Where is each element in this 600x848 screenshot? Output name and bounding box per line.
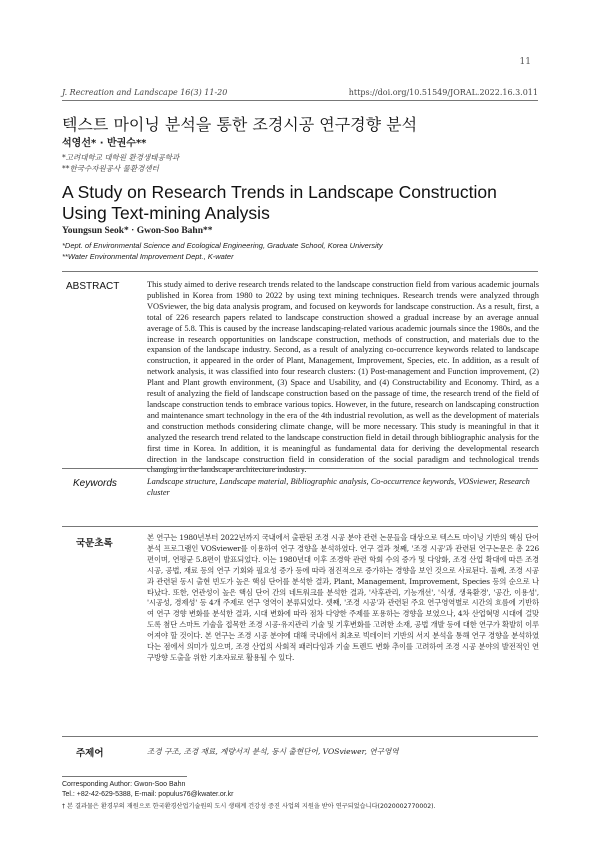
- header-rule: [62, 100, 538, 101]
- doi-link[interactable]: https://doi.org/10.51549/JORAL.2022.16.3.011: [348, 88, 538, 97]
- korean-abstract-text: 본 연구는 1980년부터 2022년까지 국내에서 출판된 조경 시공 분야 관련 논문들을 대상으로 텍스트 마이닝 기반의 핵심 단어 분석 프로그램인 VOSviewer를 이용하여 연구 경향을 분석하였다. 연구 결과 첫째, '조경 시공'과 관련된 연구논문은 총 226편이며, 연평균 5.8편이 발표되었다. 이는 1980년대 이후 조경학 관련 학회 수의 증가 및 다양화, 조경 산업 확대에 따른 조경 시공, 공법, 재료 등의 연구 기회와 필요성 증가 등에 따라 점진적으로 증가하는 경향을 보인 것으로 사료된다. 둘째, 조경 시공과 관련된 동시 출현 빈도가 높은 핵심 단어를 분석한 결과, Plant, Management, Improvement, Species 등의 순으로 나타났다. 또한, 연관성이 높은 핵심 단어 간의 네트워크를 분석한 결과, '사후관리, 기능개선', '식생, 생육환경', '공간, 이용성', '시공성, 경제성' 등 4개 주제로 연구 영역이 분류되었다. 셋째, '조경 시공'과 관련된 주요 연구영역별로 시간의 흐름에 기반하여 연구 경향 변화를 분석한 결과, 시대 변화에 따라 점차 다양한 주제를 포용하는 경향을 보였으나, 4차 산업혁명 시대에 걸맞도록 첨단 스마트 기술을 접목한 조경 시공·유지관리 기술 및 기후변화를 고려한 소재, 공법 개발 등에 대한 연구가 확발히 이루어져야 할 것이다. 본 연구는 조경 시공 분야에 대해 국내에서 최초로 빅데이터 기반의 서지 분석을 통해 연구 경향을 분석하였다는 점에서 의미가 있으며, 조경 산업의 사회적 패러다임과 기술 트렌드 변화 추이를 고려하여 조경 시공 분야의 발전적인 연구방향 도출을 위한 기초자료로 활용될 수 있다.: [147, 533, 539, 662]
- korean-affiliation-1: *고려대학교 대학원 환경생태공학과: [62, 153, 180, 162]
- korean-authors: 석영선* · 반권수**: [62, 138, 147, 149]
- korean-affiliation-2: **한국수자원공사 물환경센터: [62, 164, 159, 173]
- running-head: [62, 88, 538, 97]
- funding-note: † 본 결과물은 환경부의 재원으로 한국환경산업기술원의 도시 생태계 건강성 증진 사업의 지원을 받아 연구되었습니다(2020002770002).: [62, 803, 436, 810]
- keywords-top-rule: [62, 468, 538, 469]
- abstract-top-rule: [62, 271, 538, 272]
- english-affiliation-1: *Dept. of Environmental Science and Ecological Engineering, Graduate School, Korea University: [62, 241, 383, 250]
- english-affiliation-2: **Water Environmental Improvement Dept., K-water: [62, 252, 234, 261]
- keywords-text: Landscape structure, Landscape material, Bibliographic analysis, Co-occurrence keywords, VOSviewer, Research cluster: [147, 477, 530, 497]
- keywords-label: Keywords: [73, 478, 117, 489]
- corresponding-author: Corresponding Author: Gwon-Soo Bahn: [62, 781, 186, 788]
- korean-abstract-top-rule: [62, 526, 538, 527]
- footnote-rule: [62, 776, 187, 777]
- korean-abstract-label: 국문초록: [76, 538, 113, 549]
- english-title: A Study on Research Trends in Landscape Construction Using Text-mining Analysis: [62, 182, 497, 223]
- abstract-text: This study aimed to derive research trends related to the landscape construction field from various academic journals published in Korea from 1980 to 2022 by using text mining techniques. Research trends were analyzed through VOSviewer, the big data analysis program, and focused on keywords for landscape construction. As a result, first, a total of 226 research papers related to landscape construction showed a gradual increase by an average annual average of 5.8. This is caused by the increase landscaping-related various academic journals since the 1980s, and the increase in research opportunities on landscape construction, methods of construction, and materials due to the expansion of the landscape industry. Second, as a result of analyzing co-occurrence keywords related to landscape construction, it appeared in the order of Plant, Management, Improvement, Species, etc. In addition, as a result of network analysis, it was classified into four research clusters: (1) Post-management and Function improvement, (2) Plant and Plant growth environment, (3) Space and Usability, and (4) Constructability and Economy. Third, as a result of analyzing the field of landscape construction based on the passage of time, the research trend of the field of landscape construction tends to embrace various topics. However, in the future, research on landscaping construction and maintenance smart technology in the era of the 4th industrial revolution, as well as the development of materials and construction methods considering climate change, will be more necessary. This study is meaningful in that it analyzed the research trend related to the landscape construction field in detail through bibliographic analysis for the first time in Korea. In addition, it is meaningful as fundamental data for deriving the developmental research direction in the landscape construction field in consideration of the social paradigm and technological trends changing in the landscape architecture industry.: [147, 280, 539, 475]
- abstract-label: ABSTRACT: [66, 281, 120, 292]
- page-number: 11: [519, 57, 531, 67]
- korean-keywords-text: 조경 구조, 조경 재료, 계량서지 분석, 동시 출현단어, VOSviewer, 연구영역: [147, 747, 399, 756]
- english-authors: Youngsun Seok* · Gwon-Soo Bahn**: [62, 226, 213, 236]
- author-contact: Tel.: +82-42-629-5388, E-mail: populus76@kwater.or.kr: [62, 791, 234, 798]
- korean-title: 텍스트 마이닝 분석을 통한 조경시공 연구경향 분석: [62, 115, 418, 134]
- korean-keywords-top-rule: [62, 736, 538, 737]
- journal-citation: J. Recreation and Landscape 16(3) 11-20: [62, 88, 228, 97]
- korean-keywords-label: 주제어: [76, 748, 104, 759]
